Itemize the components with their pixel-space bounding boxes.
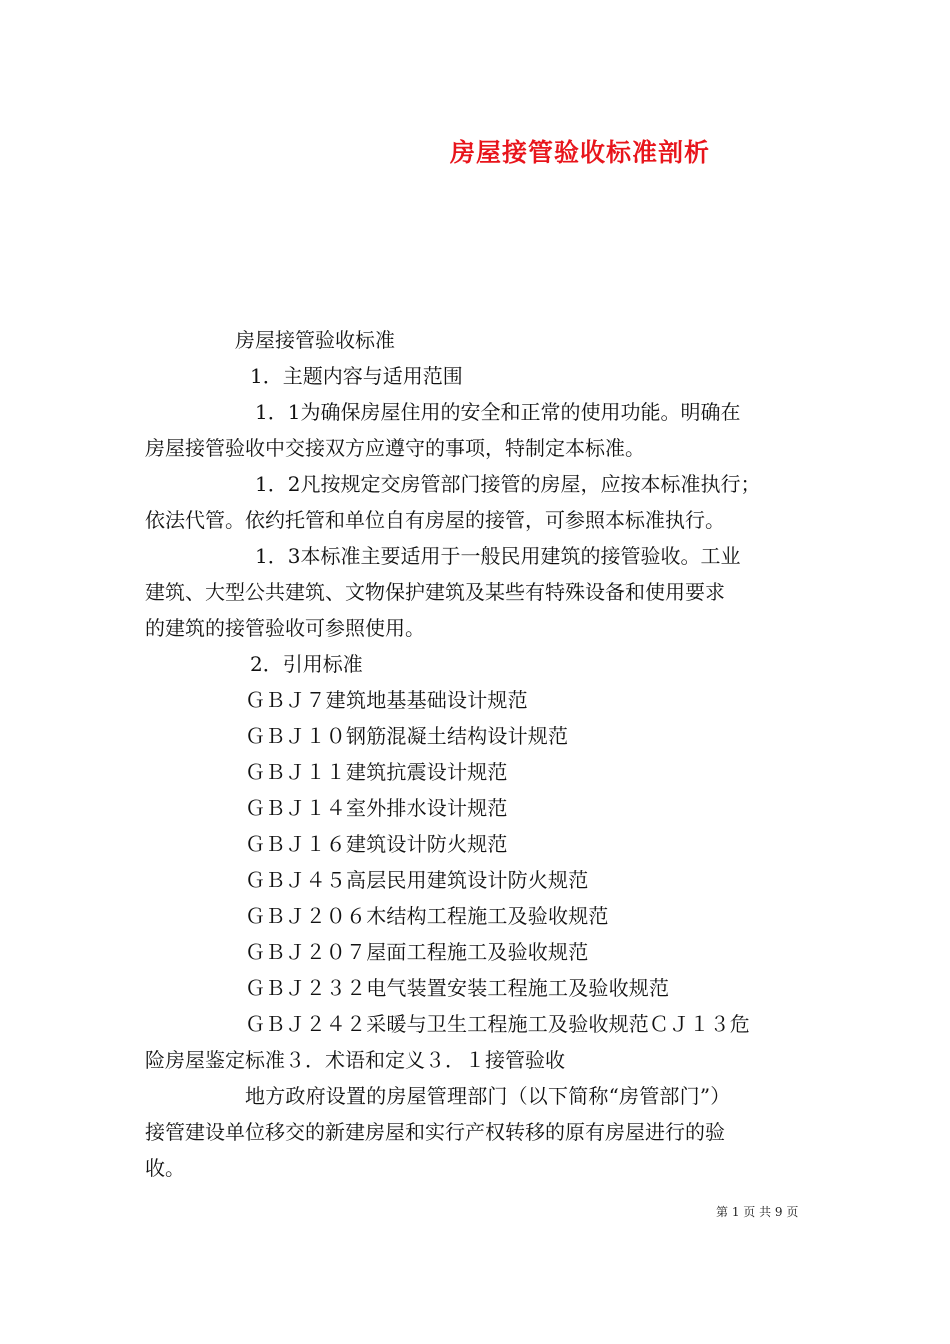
standard-list-item: ＧＢＪ１６建筑设计防火规范 bbox=[245, 832, 508, 856]
paragraph-line: 1．2凡按规定交房管部门接管的房屋，应按本标准执行； bbox=[255, 472, 761, 496]
paragraph-line: 1．3本标准主要适用于一般民用建筑的接管验收。工业 bbox=[255, 544, 741, 568]
standard-list-item: ＧＢＪ１０钢筋混凝土结构设计规范 bbox=[245, 724, 569, 748]
section-heading: 1．主题内容与适用范围 bbox=[250, 364, 463, 388]
page-number-footer: 第 1 页 共 9 页 bbox=[716, 1205, 799, 1219]
standard-list-item: ＧＢＪ１１建筑抗震设计规范 bbox=[245, 760, 508, 784]
section-heading: 房屋接管验收标准 bbox=[235, 328, 395, 352]
section-heading: 2．引用标准 bbox=[250, 652, 363, 676]
paragraph-line: 接管建设单位移交的新建房屋和实行产权转移的原有房屋进行的验 bbox=[145, 1120, 725, 1144]
standard-list-item: ＧＢＪ２４２采暖与卫生工程施工及验收规范ＣＪ１３危 bbox=[245, 1012, 750, 1036]
standard-list-item: ＧＢＪ２０７屋面工程施工及验收规范 bbox=[245, 940, 589, 964]
paragraph-line: 建筑、大型公共建筑、文物保护建筑及某些有特殊设备和使用要求 bbox=[145, 580, 725, 604]
paragraph-line: 依法代管。依约托管和单位自有房屋的接管，可参照本标准执行。 bbox=[145, 508, 725, 532]
document-title: 房屋接管验收标准剖析 bbox=[450, 138, 711, 167]
paragraph-line: 的建筑的接管验收可参照使用。 bbox=[145, 616, 425, 640]
paragraph-line: 地方政府设置的房屋管理部门（以下简称“房管部门”） bbox=[245, 1084, 731, 1108]
standard-list-item: ＧＢＪ１４室外排水设计规范 bbox=[245, 796, 508, 820]
document-body bbox=[145, 322, 815, 1186]
paragraph-line: 房屋接管验收中交接双方应遵守的事项，特制定本标准。 bbox=[145, 436, 645, 460]
standard-list-item: ＧＢＪ２０６木结构工程施工及验收规范 bbox=[245, 904, 609, 928]
paragraph-line: 险房屋鉴定标准３．术语和定义３．１接管验收 bbox=[145, 1048, 565, 1072]
standard-list-item: ＧＢＪ４５高层民用建筑设计防火规范 bbox=[245, 868, 589, 892]
paragraph-line: 1．1为确保房屋住用的安全和正常的使用功能。明确在 bbox=[255, 400, 741, 424]
paragraph-line: 收。 bbox=[145, 1156, 185, 1180]
standard-list-item: ＧＢＪ７建筑地基基础设计规范 bbox=[245, 688, 528, 712]
standard-list-item: ＧＢＪ２３２电气装置安装工程施工及验收规范 bbox=[245, 976, 670, 1000]
